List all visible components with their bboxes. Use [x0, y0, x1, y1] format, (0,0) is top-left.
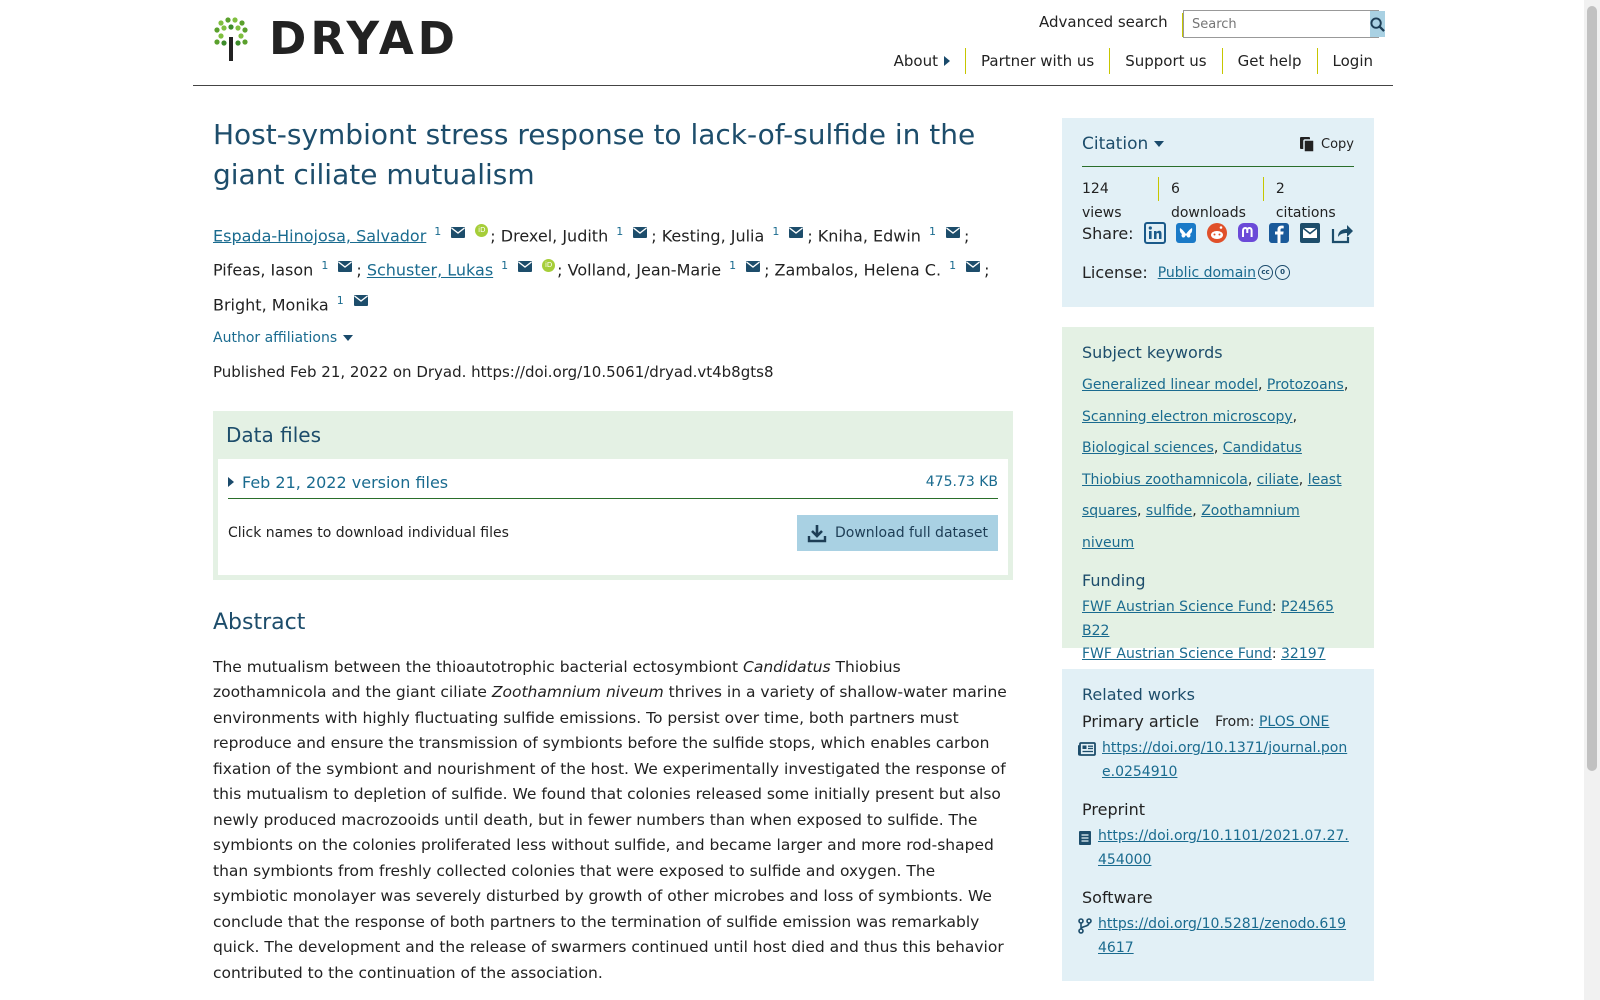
keyword-link[interactable]: Protozoans: [1266, 377, 1344, 393]
email-icon[interactable]: [789, 218, 803, 248]
search-input[interactable]: [1184, 11, 1370, 37]
keywords-heading: Subject keywords: [1082, 343, 1223, 362]
copy-label: Copy: [1321, 136, 1354, 152]
scrollbar-thumb[interactable]: [1587, 6, 1597, 771]
caret-right-icon: [944, 56, 950, 66]
version-row: [228, 473, 998, 499]
orcid-icon[interactable]: iD: [542, 259, 555, 272]
share-external-icon[interactable]: [1330, 221, 1354, 245]
orcid-icon[interactable]: iD: [475, 224, 488, 237]
nav-help[interactable]: Get help: [1222, 48, 1317, 74]
download-hint: Click names to download individual files: [228, 524, 509, 541]
email-icon[interactable]: [354, 286, 368, 316]
mastodon-icon[interactable]: [1237, 221, 1260, 245]
author-name: Zambalos, Helena C.: [774, 260, 942, 280]
affiliation-sup[interactable]: 1: [729, 259, 737, 273]
funding-item: FWF Austrian Science Fund: 32197: [1082, 646, 1326, 662]
data-files-heading: Data files: [226, 422, 321, 447]
affiliation-sup[interactable]: 1: [321, 259, 329, 273]
document-icon: [1078, 830, 1092, 846]
share-label: Share:: [1082, 223, 1134, 243]
metrics: [1082, 177, 1354, 221]
related-works-panel: [1062, 669, 1374, 981]
search-icon: [1370, 17, 1385, 32]
license-label: License:: [1082, 263, 1148, 282]
affiliation-sup[interactable]: 1: [501, 259, 509, 273]
email-icon[interactable]: [451, 218, 465, 248]
software-label: Software: [1082, 888, 1153, 907]
nav-login[interactable]: Login: [1317, 48, 1373, 74]
code-branch-icon: [1078, 918, 1092, 934]
keyword-link[interactable]: Scanning electron microscopy: [1082, 408, 1293, 425]
nav-about[interactable]: [879, 48, 965, 74]
search-button[interactable]: [1370, 11, 1385, 37]
site-header: [193, 0, 1393, 86]
newspaper-icon: [1078, 742, 1096, 756]
copy-icon: [1299, 136, 1315, 153]
affiliation-sup[interactable]: 1: [434, 225, 442, 238]
primary-article-row: [1082, 712, 1354, 731]
affiliation-sup[interactable]: 1: [949, 259, 957, 273]
email-icon[interactable]: [633, 218, 647, 248]
download-full-dataset-button[interactable]: [797, 515, 998, 551]
linkedin-icon[interactable]: [1144, 221, 1167, 245]
citation-label: Citation: [1082, 134, 1149, 154]
version-label: Feb 21, 2022 version files: [242, 472, 449, 492]
software-link[interactable]: https://doi.org/10.5281/zenodo.6194617: [1098, 916, 1347, 956]
primary-article-item: [1082, 737, 1354, 784]
advanced-search-link[interactable]: Advanced search: [1039, 13, 1183, 37]
funding-heading: Funding: [1082, 571, 1146, 590]
funding-list: [1082, 596, 1354, 667]
caret-down-icon: [343, 335, 353, 341]
affiliation-sup[interactable]: 1: [336, 293, 344, 307]
views-count: 124 views: [1082, 181, 1122, 221]
citations-count: 2 citations: [1263, 177, 1354, 201]
italic-term: Candidatus: [743, 657, 831, 676]
version-size: 475.73 KB: [925, 474, 998, 491]
license-link[interactable]: Public domain: [1157, 264, 1257, 281]
share-row: [1082, 221, 1354, 245]
dryad-logo[interactable]: [213, 12, 460, 65]
caret-down-icon: [1154, 141, 1164, 147]
citation-panel: [1062, 118, 1374, 307]
nav-about-label: About: [893, 52, 938, 70]
software-item: [1082, 913, 1354, 960]
funder-link[interactable]: FWF Austrian Science Fund: [1082, 599, 1272, 615]
keyword-list: Generalized linear model, Protozoans, Scanning electron microscopy, Biological sciences, Candidatus Thiobius zoothamnicola, ciliate, least squares, sulfide, Zoothamnium niveum: [1082, 377, 1349, 551]
abstract-heading: Abstract: [213, 609, 306, 635]
copy-citation-button[interactable]: [1299, 136, 1354, 153]
citation-header: [1082, 134, 1354, 167]
nav-partner[interactable]: Partner with us: [965, 48, 1109, 74]
keyword-link[interactable]: Biological sciences: [1082, 440, 1214, 456]
email-icon[interactable]: [338, 252, 352, 282]
related-heading: Related works: [1082, 685, 1195, 704]
main-content: [213, 115, 1013, 986]
funder-link[interactable]: FWF Austrian Science Fund: [1082, 646, 1272, 662]
tree-logo-icon: [213, 17, 249, 61]
journal-link[interactable]: PLOS ONE: [1258, 713, 1330, 730]
keyword-link[interactable]: Generalized linear model: [1082, 377, 1259, 393]
email-icon[interactable]: [518, 252, 532, 282]
keyword-link[interactable]: sulfide: [1145, 503, 1193, 519]
author-name-link[interactable]: Espada-Hinojosa, Salvador: [213, 226, 427, 246]
cc-icon: cc: [1258, 265, 1273, 280]
affiliation-sup[interactable]: 1: [772, 225, 780, 238]
funding-item: FWF Austrian Science Fund: P24565 B22: [1082, 599, 1334, 639]
citation-toggle[interactable]: [1082, 134, 1164, 154]
from-label: From:: [1215, 713, 1255, 730]
from-row: [1215, 714, 1329, 730]
keyword-link[interactable]: ciliate: [1256, 471, 1299, 488]
author-name: Volland, Jean-Marie: [567, 260, 722, 280]
abstract-text: The mutualism between the thioautotrophic bacterial ectosymbiont Candidatus Thiobius zoothamnicola and the giant ciliate Zoothamnium niveum thrives in a variety of shallow-water marine environments with highly fluctuating sulfide emissions. To persist over time, both partners must reproduce and ensure the transmission of symbionts before the sulfide stops, which enables carbon fixation of the symbiont and nourishment of the host. We experimentally investigated the response of this mutualism to depletion of sulfide. We found that colonies released some initially present but also newly produced macrozooids until death, but in fewer numbers than when exposed to sulfide. The symbionts on the colonies proliferated less without sulfide, and became larger and more rod-shaped than symbionts from freshly collected colonies that were exposed to sulfide and oxygen. The symbiotic monolayer was severely disturbed by growth of other microbes and loss of symbionts. We conclude that the response of both partners to the termination of sulfide emission was remarkably quick. The development and the release of swarmers continued until host died and thus this behavior contributed to the continuation of the association.: [213, 657, 1007, 982]
author-name: Bright, Monika: [213, 294, 329, 314]
bluesky-icon[interactable]: [1175, 221, 1198, 245]
preprint-item: [1082, 825, 1354, 872]
data-files-inner: [218, 459, 1008, 575]
downloads-count: 6 downloads: [1158, 177, 1263, 201]
author-name-link[interactable]: Schuster, Lukas: [366, 260, 494, 280]
italic-term: Zoothamnium niveum: [491, 683, 664, 702]
primary-article-label: Primary article: [1082, 712, 1200, 731]
keywords-panel: [1062, 327, 1374, 662]
license-row: [1082, 263, 1354, 282]
email-icon[interactable]: [746, 252, 760, 282]
author-list: Espada-Hinojosa, Salvador $^1$ iD ; Drexel, Judith $^1$ ; Kesting, Julia $^1$ ; Kniha, Edwin $^1$ ; Pifeas, Iason $^1$ ; Schuster, Lukas $^1$ iD ; Volland, Jean-Marie $^1$ ; Zambalos, Helena C. $^1$ ; Bright, Monika $^1$: [213, 217, 1013, 320]
author-affiliations-toggle[interactable]: [213, 330, 1013, 346]
data-files-panel: [213, 411, 1013, 580]
award-link[interactable]: 32197: [1281, 646, 1326, 662]
version-toggle[interactable]: [228, 473, 448, 492]
download-label: Download full dataset: [834, 524, 988, 541]
author-name: Drexel, Judith: [500, 226, 609, 246]
email-share-icon[interactable]: [1299, 221, 1322, 245]
author-name: Kesting, Julia: [661, 226, 765, 246]
search-form: [1183, 10, 1379, 38]
email-icon[interactable]: [946, 218, 960, 248]
published-line: Published Feb 21, 2022 on Dryad. https://doi.org/10.5061/dryad.vt4b8gts8: [213, 362, 774, 381]
page-scrollbar[interactable]: [1584, 0, 1600, 1000]
caret-right-icon: [228, 477, 234, 487]
email-icon[interactable]: [966, 252, 980, 282]
logo-text: DRYAD: [269, 12, 460, 65]
keyword-link[interactable]: Zoothamnium niveum: [1082, 503, 1300, 551]
download-icon: [807, 523, 827, 543]
dataset-title: Host-symbiont stress response to lack-of-sulfide in the giant ciliate mutualism: [213, 118, 976, 191]
affiliation-sup[interactable]: 1: [928, 225, 936, 238]
primary-article-link[interactable]: https://doi.org/10.1371/journal.pone.0254910: [1102, 740, 1348, 780]
nav-support[interactable]: Support us: [1109, 48, 1221, 74]
keyword-link[interactable]: Candidatus Thiobius zoothamnicola: [1082, 440, 1302, 488]
author-name: Kniha, Edwin: [817, 226, 921, 246]
preprint-label: Preprint: [1082, 800, 1146, 819]
preprint-link[interactable]: https://doi.org/10.1101/2021.07.27.454000: [1098, 828, 1349, 868]
affiliation-sup[interactable]: 1: [616, 225, 624, 238]
award-link[interactable]: P24565 B22: [1082, 599, 1334, 639]
download-row: [228, 515, 998, 551]
author-name: Pifeas, Iason: [213, 260, 314, 280]
main-nav: [879, 48, 1373, 74]
facebook-icon[interactable]: [1268, 221, 1291, 245]
reddit-icon[interactable]: [1206, 221, 1229, 245]
author-affiliations-label: Author affiliations: [213, 329, 338, 346]
keyword-link[interactable]: least squares: [1082, 471, 1342, 519]
cc-zero-icon: 0: [1275, 265, 1290, 280]
